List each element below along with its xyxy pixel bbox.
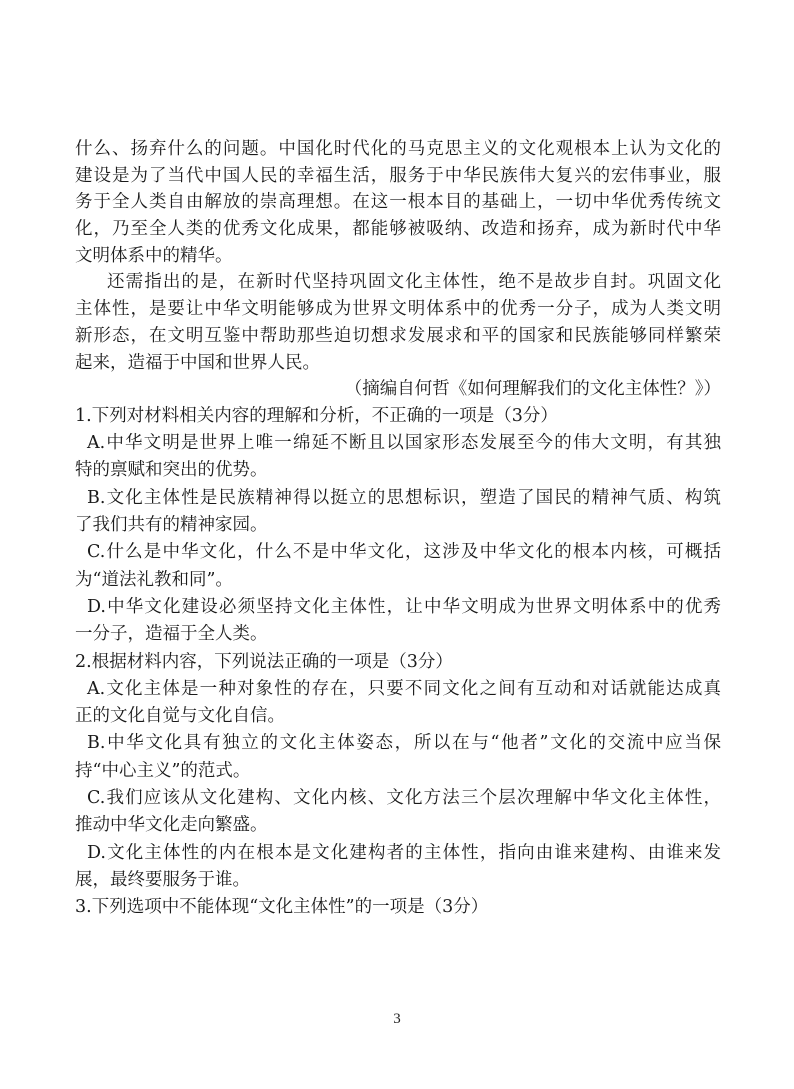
- question-2-option-b: B.中华文化具有独立的文化主体姿态，所以在与“他者”文化的交流中应当保: [87, 733, 721, 754]
- passage-paragraph-2: [75, 269, 721, 376]
- text-line: 主体性，是要让中华文明能够成为世界文明体系中的优秀一分子，成为人类文明: [75, 299, 721, 320]
- text-line: 还需指出的是，在新时代坚持巩固文化主体性，绝不是故步自封。巩固文化: [107, 272, 721, 293]
- question-1-option-a: A.中华文明是世界上唯一绵延不断且以国家形态发展至今的伟大文明，有其独: [87, 433, 721, 454]
- text-line: 新形态，在文明互鉴中帮助那些迫切想求发展求和平的国家和民族能够同样繁荣: [75, 325, 721, 346]
- page-number: 3: [393, 1011, 401, 1027]
- question-3-stem: 3.下列选项中不能体现“文化主体性”的一项是（3分）: [75, 897, 489, 918]
- text-line: 文明体系中的精华。: [75, 245, 233, 266]
- text-line: 建设是为了当代中国人民的幸福生活，服务于中华民族伟大复兴的宏伟事业，服: [75, 165, 721, 186]
- question-1-option-c: C.什么是中华文化，什么不是中华文化，这涉及中华文化的根本内核，可概括: [87, 542, 721, 563]
- question-2-option-a-cont: 正的文化自觉与文化自信。: [75, 706, 285, 727]
- question-2-stem: 2.根据材料内容，下列说法正确的一项是（3分）: [75, 651, 453, 672]
- document-page: [75, 136, 721, 922]
- question-2-option-c: C.我们应该从文化建构、文化内核、文化方法三个层次理解中华文化主体性，: [87, 788, 721, 809]
- question-1-option-d: D.中华文化建设必须坚持文化主体性，让中华文明成为世界文明体系中的优秀: [87, 596, 721, 617]
- question-2-option-d: D.文化主体性的内在根本是文化建构者的主体性，指向由谁来建构、由谁来发: [87, 842, 721, 863]
- questions: [75, 403, 721, 922]
- question-1-option-a-cont: 特的禀赋和突出的优势。: [75, 460, 268, 481]
- question-2-option-a: A.文化主体是一种对象性的存在，只要不同文化之间有互动和对话就能达成真: [87, 678, 721, 699]
- text-line: 起来，造福于中国和世界人民。: [75, 352, 320, 373]
- text-line: 务于全人类自由解放的崇高理想。在这一根本目的基础上，一切中华优秀传统文: [75, 192, 721, 213]
- passage-paragraph-1: [75, 136, 721, 269]
- question-1-stem: 1.下列对材料相关内容的理解和分析，不正确的一项是（3分）: [75, 405, 558, 426]
- question-1-option-d-cont: 一分子，造福于全人类。: [75, 624, 268, 645]
- question-1-option-b: B.文化主体性是民族精神得以挺立的思想标识，塑造了国民的精神气质、构筑: [87, 487, 721, 508]
- text-line: 化，乃至全人类的优秀文化成果，都能够被吸纳、改造和扬弃，成为新时代中华: [75, 219, 721, 240]
- question-2-option-b-cont: 持“中心主义”的范式。: [75, 760, 251, 781]
- text-line: 什么、扬弃什么的问题。中国化时代化的马克思主义的文化观根本上认为文化的: [75, 139, 721, 159]
- question-1-option-b-cont: 了我们共有的精神家园。: [75, 515, 268, 536]
- question-2-option-c-cont: 推动中华文化走向繁盛。: [75, 815, 268, 836]
- question-2-option-d-cont: 展，最终要服务于谁。: [75, 869, 250, 890]
- source-citation: （摘编自何哲《如何理解我们的文化主体性？》）: [344, 379, 721, 400]
- question-1-option-c-cont: 为“道法礼教和同”。: [75, 569, 233, 590]
